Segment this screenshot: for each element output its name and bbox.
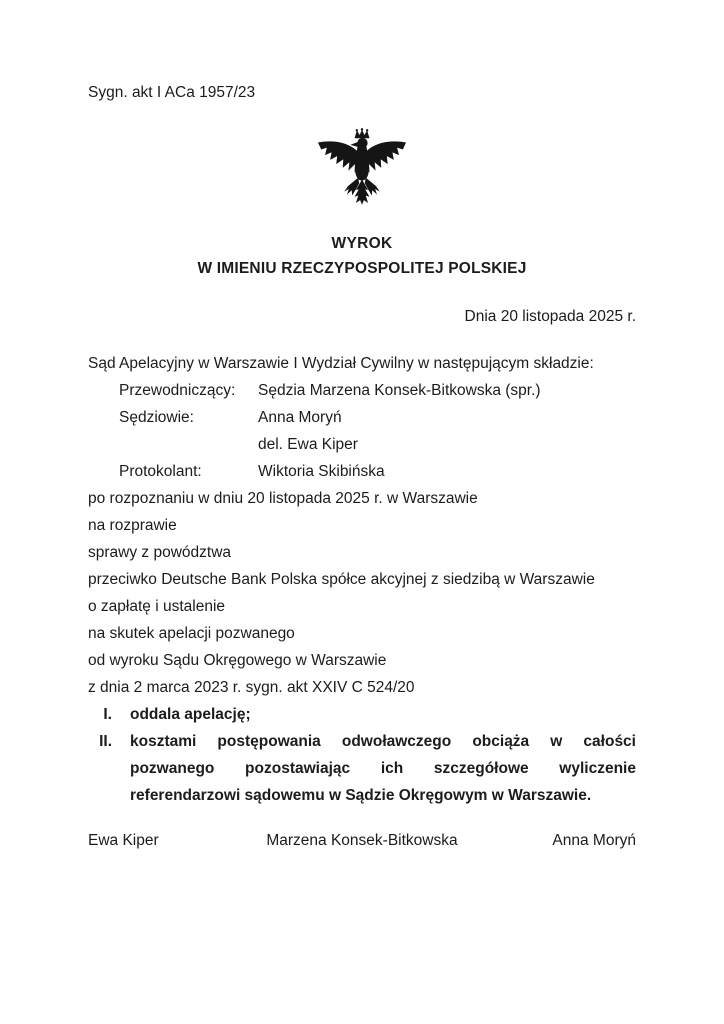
case-line: na skutek apelacji pozwanego (88, 625, 295, 642)
signature-block (88, 831, 636, 851)
court-composition-heading: Sąd Apelacyjny w Warszawie I Wydział Cywilny w następującym składzie: (88, 355, 594, 372)
case-number: Sygn. akt I ACa 1957/23 (88, 84, 256, 101)
case-line: przeciwko Deutsche Bank Polska spółce akcyjnej z siedzibą w Warszawie (88, 571, 595, 588)
emblem-container (88, 128, 636, 217)
panel-label: Sędziowie: (119, 409, 194, 426)
panel-value: del. Ewa Kiper (258, 436, 358, 453)
ruling-text: oddala apelację; (130, 706, 251, 723)
panel-label: Protokolant: (119, 463, 202, 480)
ruling-item-1 (88, 701, 636, 728)
ruling-text: kosztami postępowania odwoławczego obciąża w całości pozwanego pozostawiając ich szczegółowe wyliczenie referendarzowi sądowemu w Sądzie Okręgowym w Warszawie. (130, 733, 636, 804)
panel-value: Wiktoria Skibińska (258, 463, 385, 480)
ruling-number: II. (99, 733, 112, 750)
signature-presiding-judge: Marzena Konsek-Bitkowska (266, 832, 458, 849)
panel-row-presiding (88, 377, 636, 404)
case-line: od wyroku Sądu Okręgowego w Warszawie (88, 652, 387, 669)
panel-label (88, 431, 258, 458)
case-line: z dnia 2 marca 2023 r. sygn. akt XXIV C 524/20 (88, 679, 415, 696)
case-line: o zapłatę i ustalenie (88, 598, 226, 615)
document-title: WYROK (331, 235, 393, 252)
case-line: sprawy z powództwa (88, 544, 232, 561)
panel-row-judge-2 (88, 431, 636, 458)
case-line: po rozpoznaniu w dniu 20 listopada 2025 r. w Warszawie (88, 490, 478, 507)
ruling-number: I. (103, 706, 112, 723)
judgment-date: Dnia 20 listopada 2025 r. (464, 308, 636, 325)
panel-row-judges (88, 404, 636, 431)
panel-value: Sędzia Marzena Konsek-Bitkowska (spr.) (258, 382, 541, 399)
signature-judge-left: Ewa Kiper (88, 832, 159, 849)
panel-label: Przewodniczący: (119, 382, 236, 399)
case-line: na rozprawie (88, 517, 177, 534)
signature-judge-right: Anna Moryń (552, 832, 636, 849)
panel-value: Anna Moryń (258, 409, 342, 426)
panel-row-clerk (88, 458, 636, 485)
document-subtitle: W IMIENIU RZECZYPOSPOLITEJ POLSKIEJ (197, 260, 527, 277)
ruling-item-2 (88, 728, 636, 809)
polish-eagle-emblem (315, 128, 409, 217)
judgment-body (88, 350, 636, 809)
